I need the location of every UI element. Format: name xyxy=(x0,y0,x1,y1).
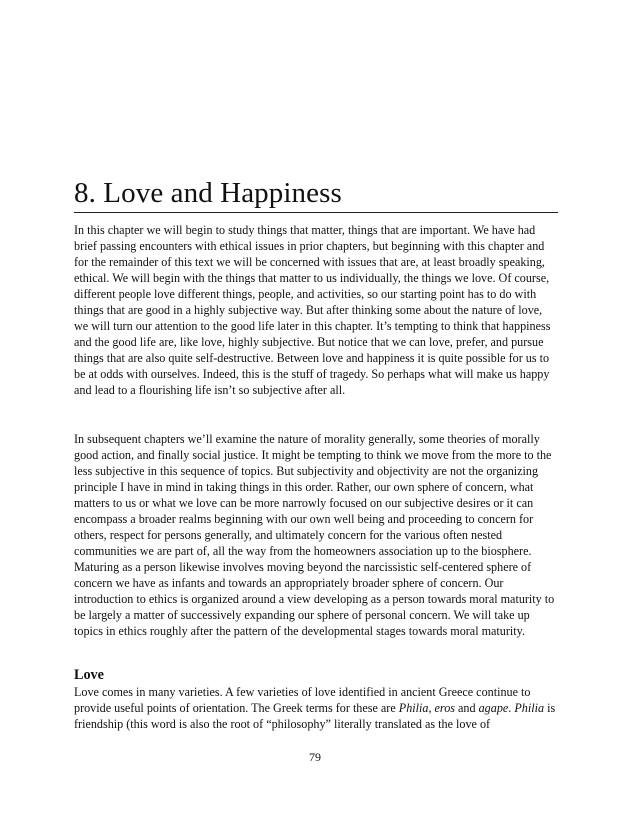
love-text-period: . xyxy=(508,701,515,715)
term-philia-eros: Philia, eros xyxy=(398,701,455,715)
intro-paragraph: In this chapter we will begin to study things that matter, things that are important. We have had brief passing encounters with ethical issues in prior chapters, but beginning with this chapter and for the remainder of this text we will be concerned with issues that are, at least broadly speaking, ethical. We will begin with the things that matter to us individually, the things we love. Of course, different people love different things, people, and activities, so our starting point has to do with things that are good in a highly subjective way. But after thinking some about the nature of love, we will turn our attention to the good life later in this chapter. It’s tempting to think that happiness and the good life are, like love, highly subjective. But notice that we can love, prefer, and pursue things that are also quite self-destructive. Between love and happiness it is quite possible for us to be at odds with ourselves. Indeed, this is the stuff of tragedy. So perhaps what will make us happy and lead to a flourishing life isn’t so subjective after all. xyxy=(74,223,551,397)
love-text-end: is friendship (this word is also the root of “philosophy” literally translated as the love of xyxy=(74,701,556,731)
love-text-start: Love comes in many varieties. A few varieties of love identified in ancient Greece continue to provide useful points of orientation. The Greek terms for these are xyxy=(74,685,531,715)
love-paragraph xyxy=(74,684,558,732)
title-underline xyxy=(74,212,558,213)
section-heading-love: Love xyxy=(74,667,104,683)
page-number: 79 xyxy=(309,750,321,764)
term-philia: Philia xyxy=(514,701,545,715)
love-text-and: and xyxy=(455,701,479,715)
chapter-title: 8. Love and Happiness xyxy=(74,177,342,209)
subsequent-chapters-paragraph: In subsequent chapters we’ll examine the nature of morality generally, some theories of morally good action, and finally social justice. It might be tempting to think we move from the more to the less subjective in this sequence of topics. But subjectivity and objectivity are not the organizing principle I have in mind in taking things in this order. Rather, our own sphere of concern, what matters to us or what we love can be more narrowly focused on our subjective desires or it can encompass a broader realms beginning with our own well being and proceeding to concern for others, respect for persons generally, and ultimately concern for the various often nested communities we are part of, all the way from the homeowners association up to the biosphere. Maturing as a person likewise involves moving beyond the narcissistic self-centered sphere of concern we have as infants and towards an appropriately broader sphere of concern. Our introduction to ethics is organized around a view developing as a person towards moral maturity to be largely a matter of successively expanding our sphere of personal concern. We will take up topics in ethics roughly after the pattern of the developmental stages towards moral maturity. xyxy=(74,432,555,638)
term-agape: agape xyxy=(478,701,509,715)
